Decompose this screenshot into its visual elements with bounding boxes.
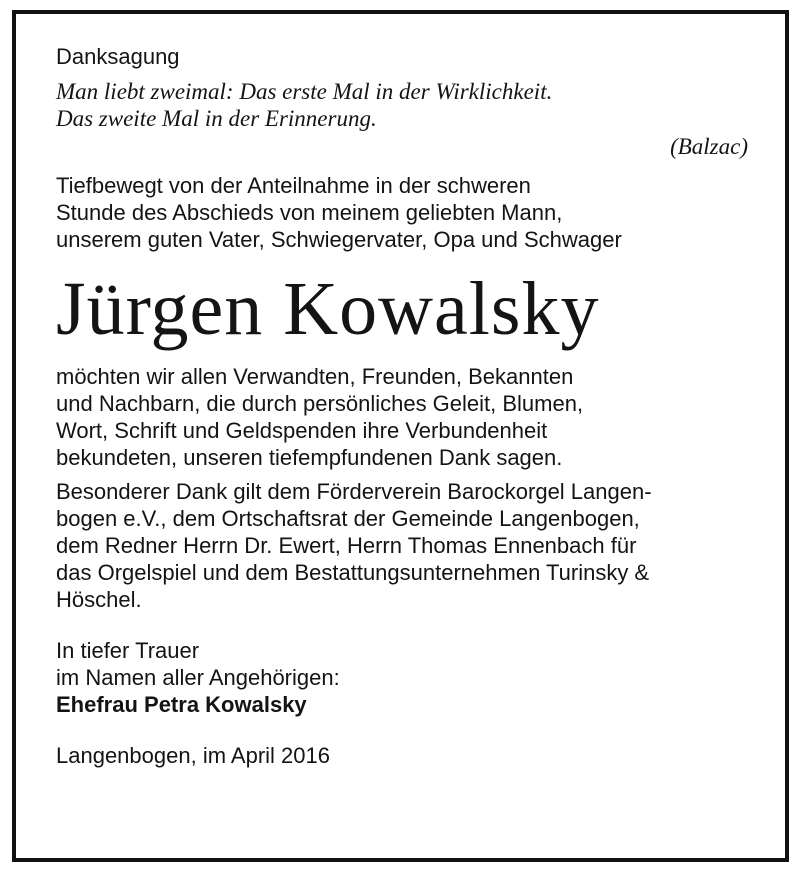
quote-block	[56, 78, 756, 162]
closing-line: im Namen aller Angehörigen:	[56, 665, 340, 690]
place-date: Langenbogen, im April 2016	[56, 743, 330, 768]
thanks-line: und Nachbarn, die durch persönliches Geleit, Blumen,	[56, 391, 584, 416]
spacer	[56, 718, 756, 742]
closing-line: In tiefer Trauer	[56, 638, 200, 663]
special-thanks-line: Höschel.	[56, 587, 142, 612]
quote-line: Man liebt zweimal: Das erste Mal in der Wirklichkeit.	[56, 79, 553, 104]
signatory: Ehefrau Petra Kowalsky	[56, 692, 307, 717]
special-thanks-line: das Orgelspiel und dem Bestattungsunternehmen Turinsky &	[56, 560, 650, 585]
deceased-name: Jürgen Kowalsky	[56, 267, 600, 351]
quote-attribution: (Balzac)	[670, 134, 748, 159]
intro-line: unserem guten Vater, Schwiegervater, Opa und Schwager	[56, 227, 622, 252]
quote-line: Das zweite Mal in der Erinnerung.	[56, 106, 377, 131]
notice-frame	[12, 10, 789, 862]
spacer	[56, 613, 756, 637]
thanks-line: möchten wir allen Verwandten, Freunden, Bekannten	[56, 364, 574, 389]
special-thanks-line: Besonderer Dank gilt dem Förderverein Barockorgel Langen-	[56, 479, 652, 504]
thanks-block	[56, 363, 756, 471]
notice-heading: Danksagung	[56, 44, 180, 69]
intro-line: Tiefbewegt von der Anteilnahme in der schweren	[56, 173, 531, 198]
special-thanks-line: bogen e.V., dem Ortschaftsrat der Gemeinde Langenbogen,	[56, 506, 640, 531]
special-thanks-line: dem Redner Herrn Dr. Ewert, Herrn Thomas Ennenbach für	[56, 533, 637, 558]
notice-content	[56, 42, 756, 769]
closing-block	[56, 637, 756, 718]
special-thanks-block	[56, 478, 756, 613]
intro-line: Stunde des Abschieds von meinem geliebten Mann,	[56, 200, 563, 225]
thanks-line: bekundeten, unseren tiefempfundenen Dank sagen.	[56, 445, 563, 470]
intro-block	[56, 172, 756, 253]
thanks-line: Wort, Schrift und Geldspenden ihre Verbundenheit	[56, 418, 548, 443]
